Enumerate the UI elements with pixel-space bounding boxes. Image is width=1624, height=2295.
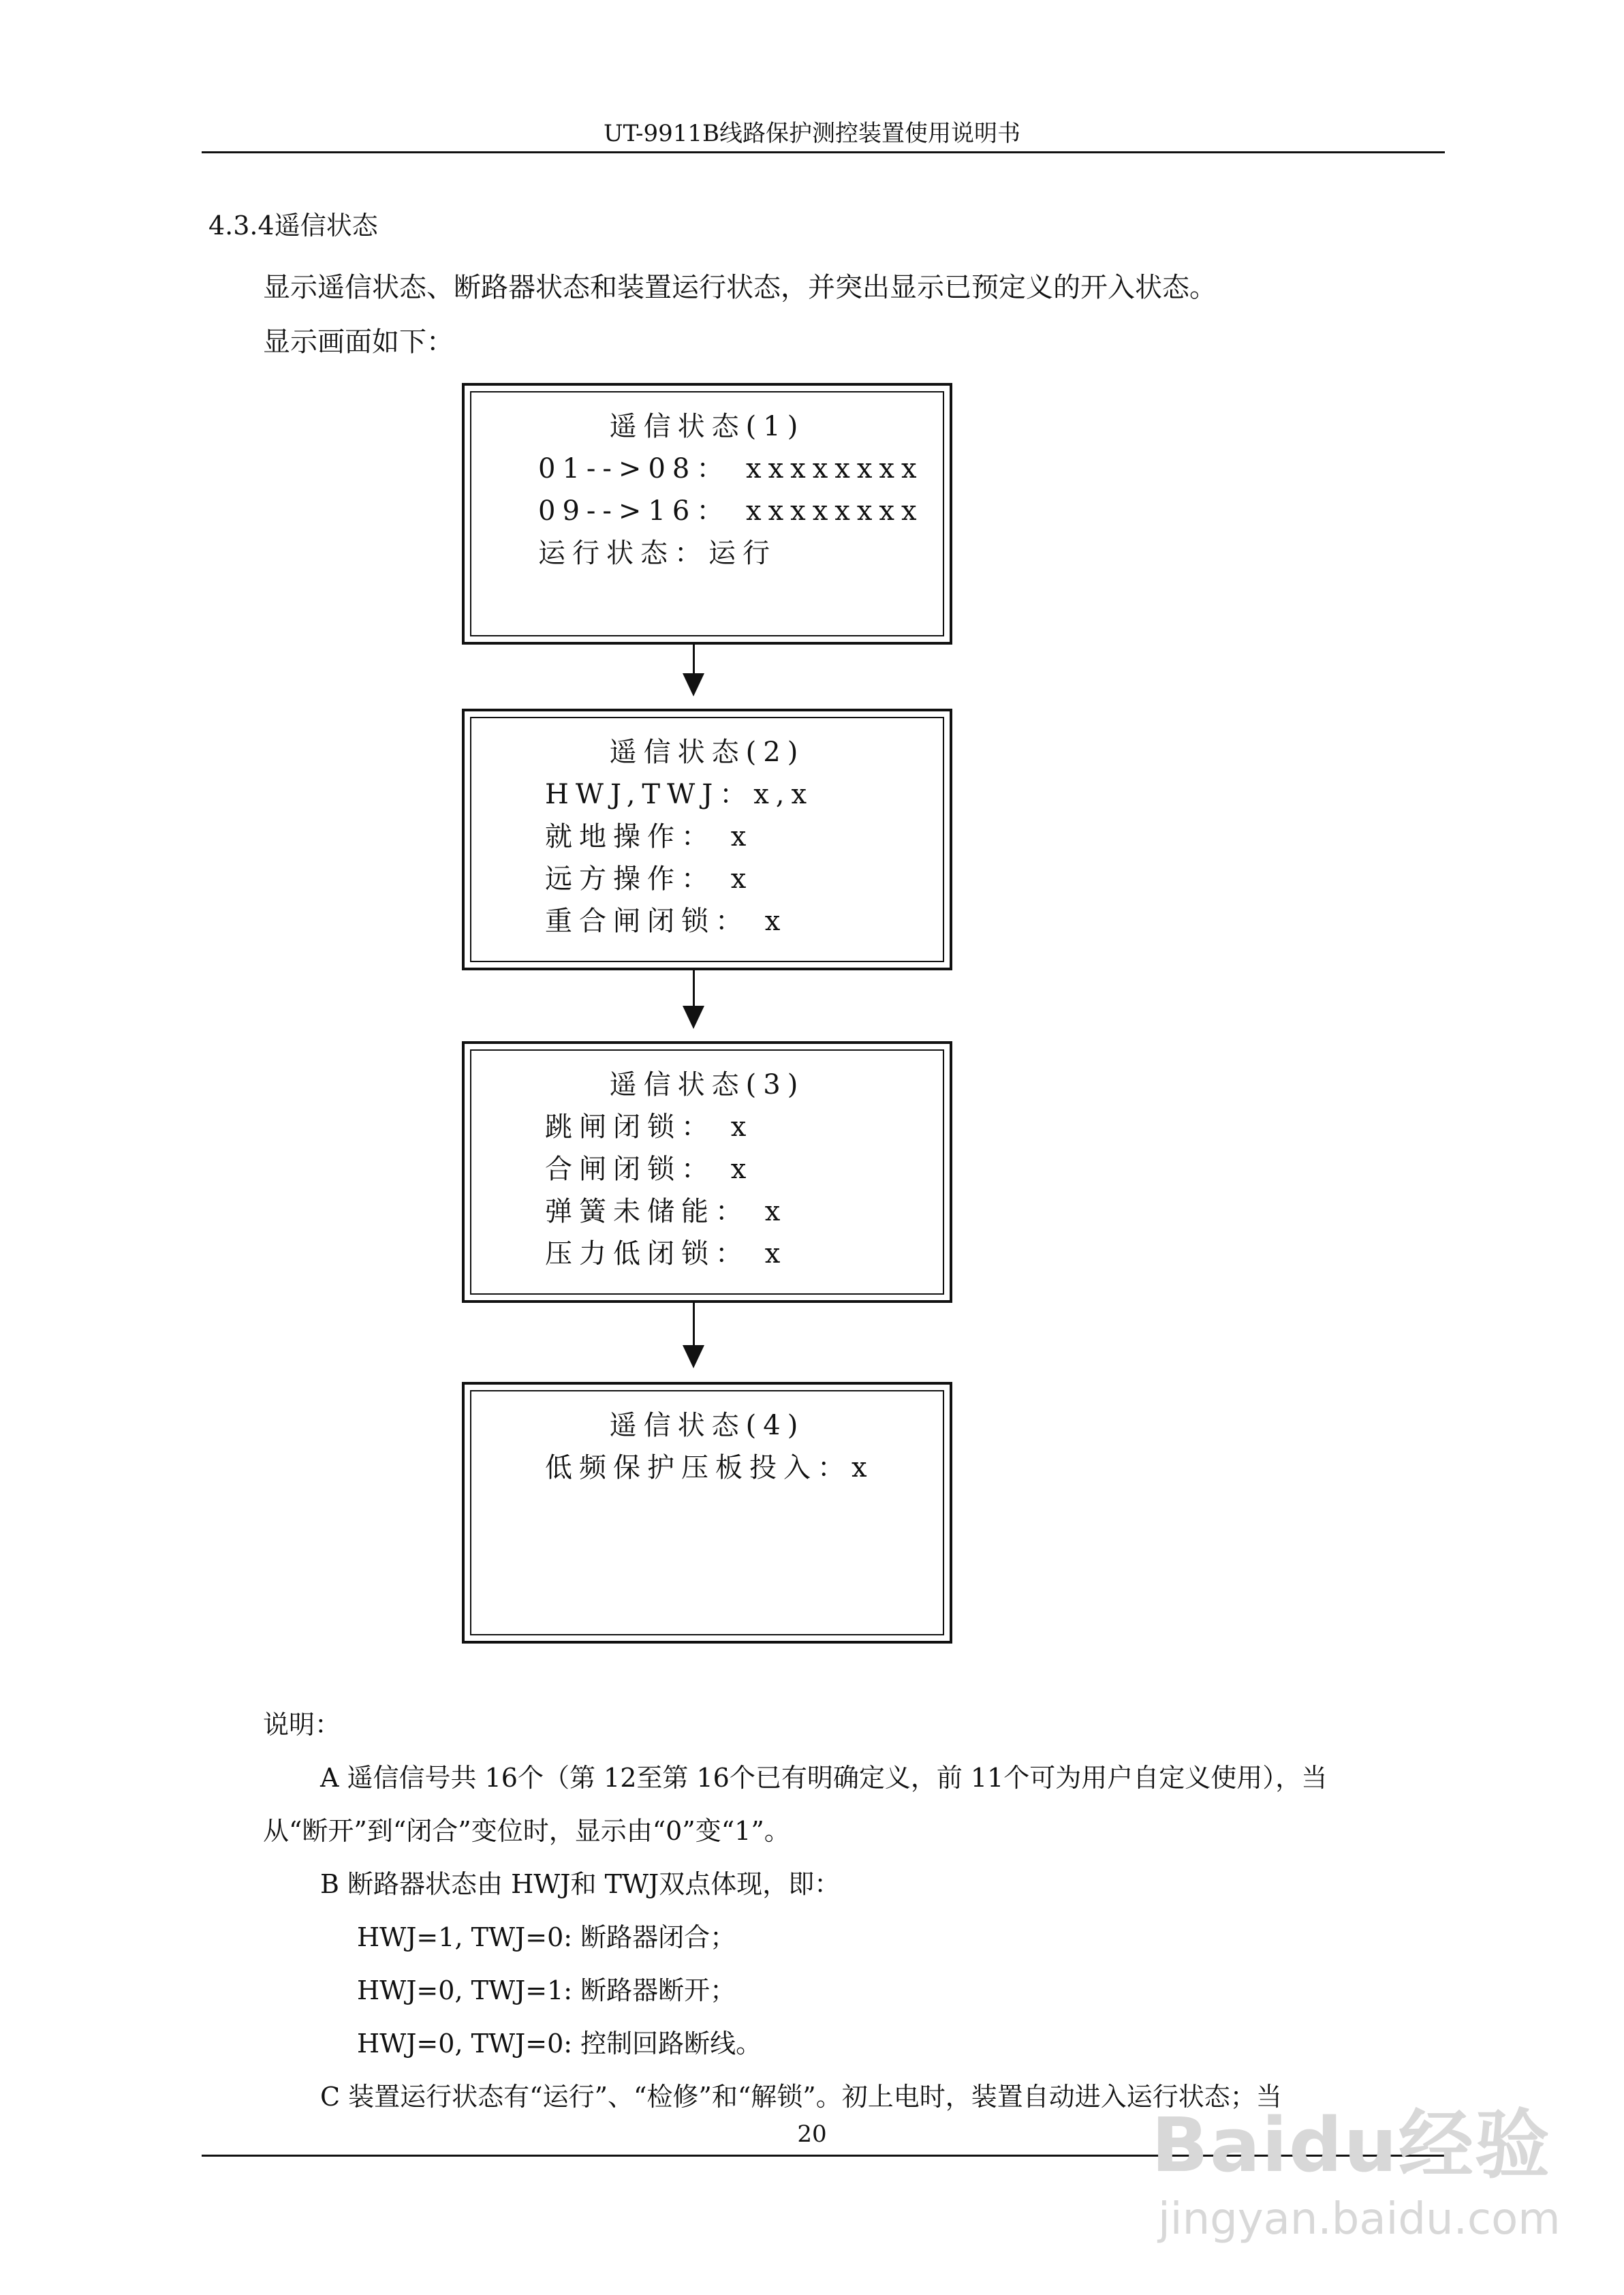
section-heading: 4.3.4遥信状态 — [208, 211, 378, 241]
screen-box-4 — [462, 1382, 952, 1644]
note-b-item-2: HWJ=0, TWJ=1: 断路器断开； — [357, 1975, 736, 2005]
screen-3-line-4: 压力低闭锁： x — [545, 1238, 787, 1269]
screen-2-line-4: 重合闸闭锁： x — [545, 906, 787, 937]
screen-box-1 — [462, 383, 952, 645]
screen-2-line-2: 就地操作： x — [545, 821, 753, 852]
screen-2-line-3: 远方操作： x — [545, 863, 753, 895]
screen-box-2 — [462, 709, 952, 970]
flow-arrow-1 — [693, 645, 695, 673]
screen-1-line-1: 01-->08： xxxxxxxx — [538, 453, 924, 484]
screen-3-title: 遥信状态(3) — [609, 1069, 805, 1100]
flow-arrow-3-head — [683, 1345, 704, 1368]
watermark-url: jingyan.baidu.com — [1158, 2194, 1561, 2245]
flow-arrow-3 — [693, 1303, 695, 1345]
note-a-line-1: A 遥信信号共 16个（第 12至第 16个已有明确定义，前 11个可为用户自定义使用），当 — [320, 1763, 1328, 1793]
screen-1-line-3: 运行状态：运行 — [538, 538, 777, 569]
screen-4-line-1: 低频保护压板投入：x — [545, 1452, 874, 1483]
screen-3-line-1: 跳闸闭锁： x — [545, 1111, 753, 1143]
screen-4-title: 遥信状态(4) — [609, 1410, 805, 1441]
screen-2-title: 遥信状态(2) — [609, 737, 805, 768]
notes-label: 说明： — [263, 1710, 341, 1740]
note-b-item-1: HWJ=1, TWJ=0: 断路器闭合； — [357, 1922, 736, 1952]
flow-arrow-1-head — [683, 673, 704, 696]
screen-1-line-2: 09-->16： xxxxxxxx — [538, 495, 924, 527]
screen-1-title: 遥信状态(1) — [609, 411, 805, 442]
header-rule — [202, 151, 1445, 153]
flow-arrow-2-head — [683, 1006, 704, 1029]
note-b-item-3: HWJ=0, TWJ=0: 控制回路断线。 — [357, 2029, 762, 2059]
watermark-brand: Baidu经验 — [1151, 2101, 1551, 2189]
intro-paragraph: 显示遥信状态、断路器状态和装置运行状态，并突出显示已预定义的开入状态。 — [263, 272, 1217, 303]
screen-3-line-2: 合闸闭锁： x — [545, 1154, 753, 1185]
page-number: 20 — [797, 2121, 827, 2148]
flow-arrow-2 — [693, 970, 695, 1006]
screen-3-line-3: 弹簧未储能： x — [545, 1196, 787, 1227]
screen-2-line-1: HWJ,TWJ：x,x — [545, 779, 814, 810]
note-a-line-2: 从“断开”到“闭合”变位时，显示由“0”变“1”。 — [263, 1816, 790, 1846]
document-header-title: UT-9911B线路保护测控装置使用说明书 — [604, 120, 1020, 147]
intro-screen-label: 显示画面如下： — [263, 326, 454, 358]
note-b: B 断路器状态由 HWJ和 TWJ双点体现，即： — [320, 1869, 841, 1899]
screen-box-3 — [462, 1041, 952, 1303]
note-c: C 装置运行状态有“运行”、“检修”和“解锁”。初上电时，装置自动进入运行状态；当 — [320, 2082, 1282, 2112]
